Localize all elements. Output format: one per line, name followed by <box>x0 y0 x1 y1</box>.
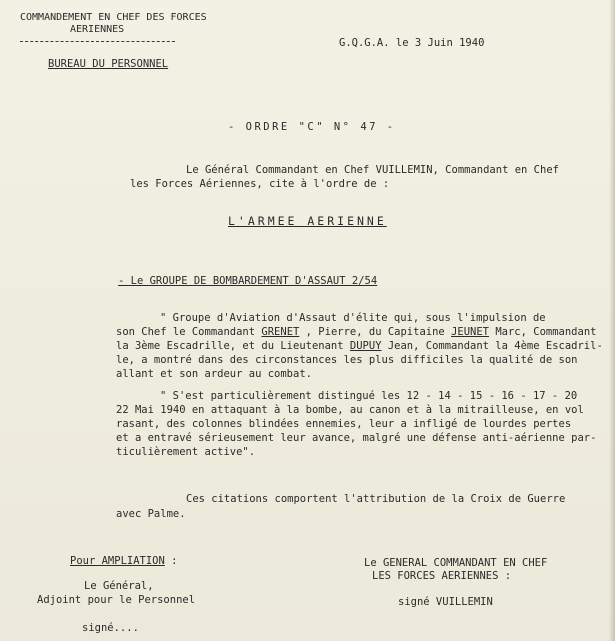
citation-p2-line-1: " S'est particulièrement distingué les 12 - 14 - 15 - 16 - 17 - 20 <box>160 390 578 402</box>
citation-p1-line-5: allant et son ardeur au combat. <box>116 368 312 380</box>
right-heading-2: LES FORCES AERIENNES : <box>372 570 512 582</box>
org-line-1: COMMANDEMENT EN CHEF DES FORCES <box>20 12 207 23</box>
army-heading: L'ARMEE AERIENNE <box>228 214 387 228</box>
left-signed: signé.... <box>82 622 139 634</box>
org-line-2: AERIENNES <box>70 24 125 35</box>
place-date: G.Q.G.A. le 3 Juin 1940 <box>339 37 485 49</box>
left-signer-role: Adjoint pour le Personnel <box>37 594 196 606</box>
unit-heading: - Le GROUPE DE BOMBARDEMENT D'ASSAUT 2/54 <box>118 275 378 287</box>
closing-line-1: Ces citations comportent l'attribution de la Croix de Guerre <box>186 493 566 505</box>
citation-p1-line-4: le, a montré dans des circonstances les plus difficiles la qualité de son <box>116 354 578 366</box>
ampliation-heading: Pour AMPLIATION : <box>70 555 178 567</box>
intro-line-2: les Forces Aériennes, cite à l'ordre de : <box>130 178 390 190</box>
citation-p2-line-4: et a entravé sérieusement leur avance, malgré une défense anti-aérienne par- <box>116 432 597 444</box>
citation-p1-line-1: " Groupe d'Aviation d'Assaut d'élite qui, sous l'impulsion de <box>160 312 546 324</box>
citation-p1-line-2: son Chef le Commandant GRENET , Pierre, du Capitaine JEUNET Marc, Commandant <box>116 326 597 338</box>
citation-p2-line-2: 22 Mai 1940 en attaquant à la bombe, au canon et à la mitrailleuse, en vol <box>116 404 584 416</box>
bureau-label: BUREAU DU PERSONNEL <box>48 58 169 70</box>
header-divider <box>20 41 175 42</box>
citation-p1-line-3: la 3ème Escadrille, et du Lieutenant DUPUY Jean, Commandant la 4ème Escadril- <box>116 340 603 352</box>
page-edge-shadow <box>609 0 615 641</box>
closing-line-2: avec Palme. <box>116 508 186 520</box>
citation-p2-line-5: ticulièrement active". <box>116 446 256 458</box>
citation-p2-line-3: rasant, des colonnes blindées ennemies, leur a infligé de lourdes pertes <box>116 418 572 430</box>
intro-line-1: Le Général Commandant en Chef VUILLEMIN, Commandant en Chef <box>186 164 559 176</box>
right-signed: signé VUILLEMIN <box>398 596 493 608</box>
left-signer-title: Le Général, <box>84 580 154 592</box>
order-title: - ORDRE "C" N° 47 - <box>228 121 396 133</box>
right-heading-1: Le GENERAL COMMANDANT EN CHEF <box>364 557 548 569</box>
